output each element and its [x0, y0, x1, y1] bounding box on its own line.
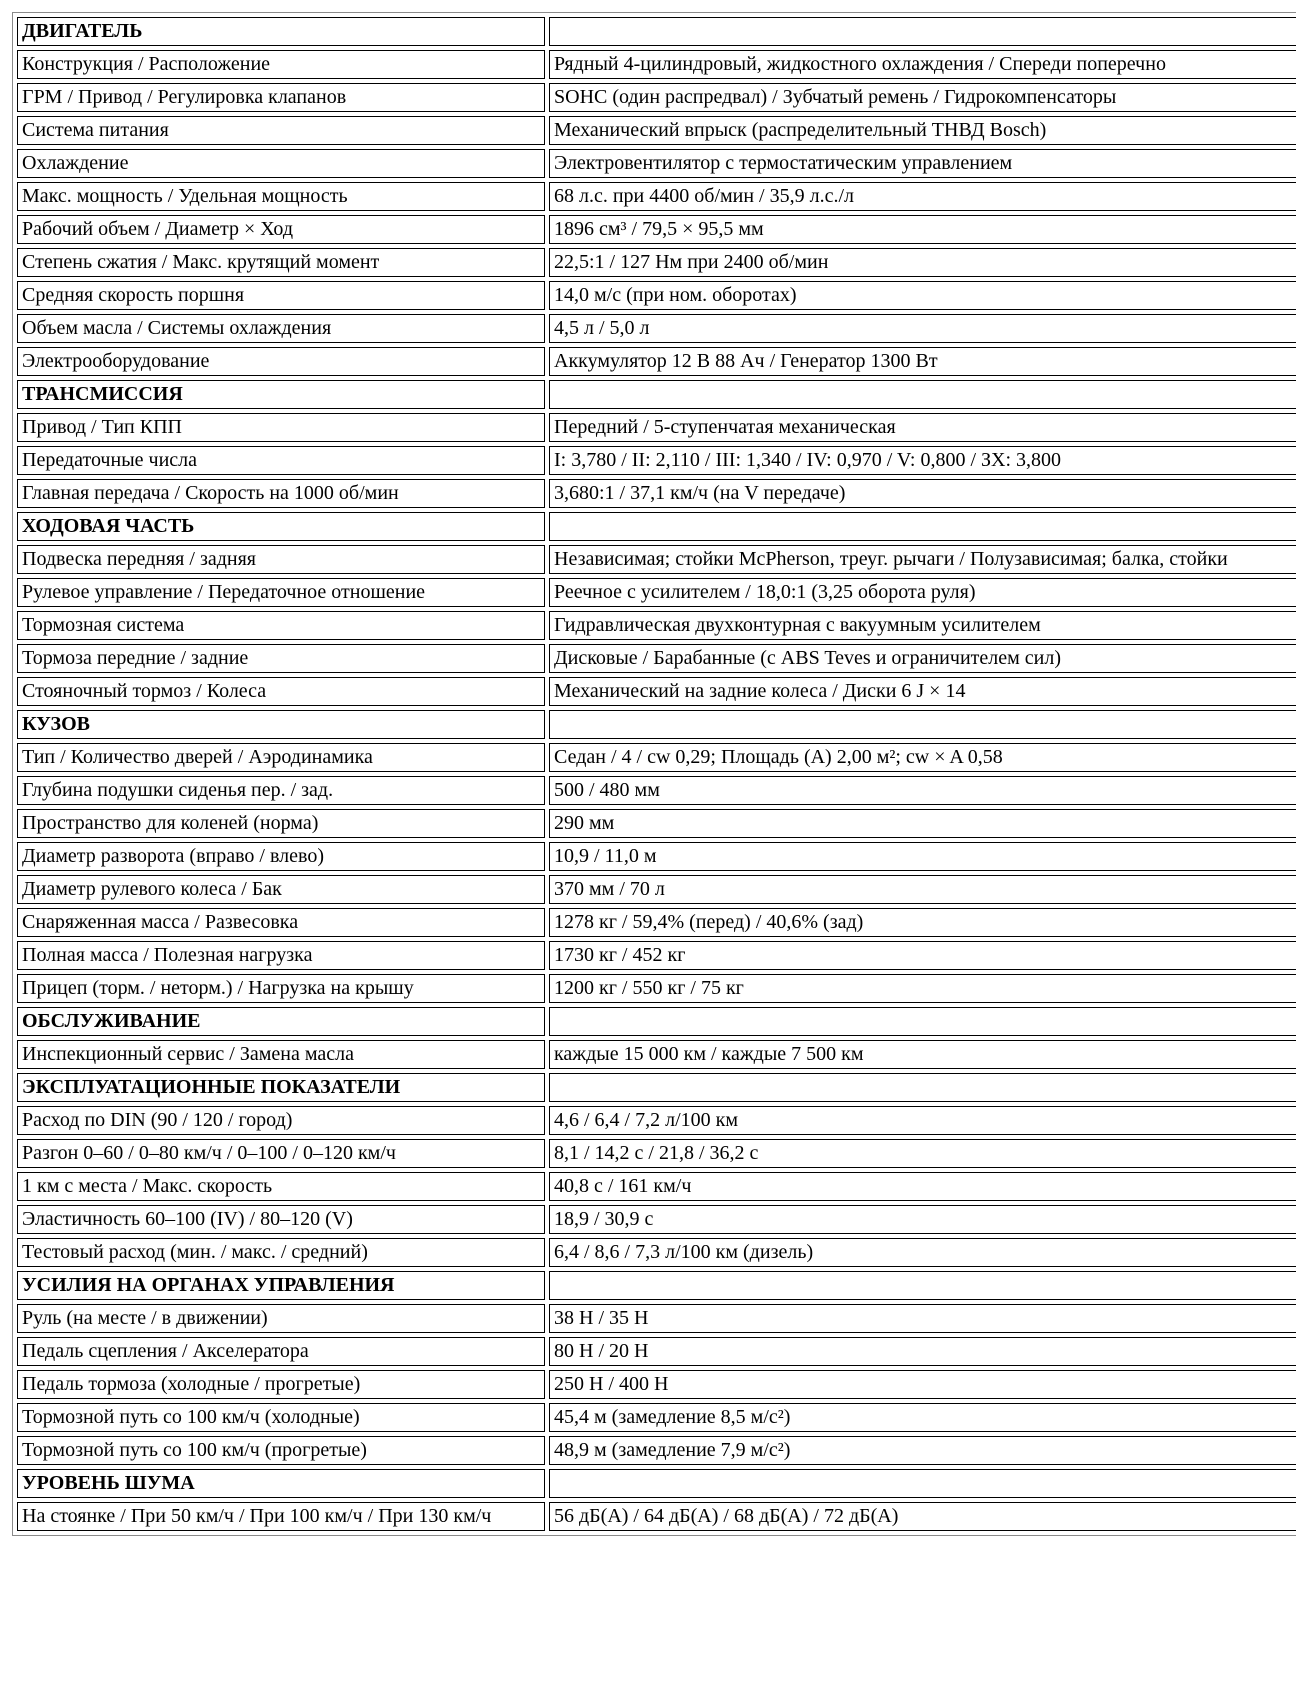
spec-row [17, 578, 1296, 607]
spec-row [17, 611, 1296, 640]
section-title: КУЗОВ [17, 710, 545, 739]
spec-row [17, 908, 1296, 937]
spec-row [17, 842, 1296, 871]
spec-value: 80 Н / 20 Н [549, 1337, 1296, 1366]
spec-value: 1896 см³ / 79,5 × 95,5 мм [549, 215, 1296, 244]
spec-label: Тормозной путь со 100 км/ч (холодные) [17, 1403, 545, 1432]
spec-value: 22,5:1 / 127 Нм при 2400 об/мин [549, 248, 1296, 277]
spec-value: SOHC (один распредвал) / Зубчатый ремень / Гидрокомпенсаторы [549, 83, 1296, 112]
spec-value: 4,5 л / 5,0 л [549, 314, 1296, 343]
spec-label: Передаточные числа [17, 446, 545, 475]
section-header-row [17, 710, 1296, 739]
spec-label: На стоянке / При 50 км/ч / При 100 км/ч / При 130 км/ч [17, 1502, 545, 1531]
spec-value: Дисковые / Барабанные (с ABS Teves и ограничителем сил) [549, 644, 1296, 673]
spec-row [17, 50, 1296, 79]
spec-value: каждые 15 000 км / каждые 7 500 км [549, 1040, 1296, 1069]
spec-value: 500 / 480 мм [549, 776, 1296, 805]
spec-row [17, 644, 1296, 673]
spec-row [17, 1139, 1296, 1168]
spec-label: Система питания [17, 116, 545, 145]
spec-value: I: 3,780 / II: 2,110 / III: 1,340 / IV: 0,970 / V: 0,800 / ЗХ: 3,800 [549, 446, 1296, 475]
spec-value: 18,9 / 30,9 с [549, 1205, 1296, 1234]
spec-row [17, 1040, 1296, 1069]
spec-label: Объем масла / Системы охлаждения [17, 314, 545, 343]
spec-row [17, 1502, 1296, 1531]
spec-label: Эластичность 60–100 (IV) / 80–120 (V) [17, 1205, 545, 1234]
section-title: ХОДОВАЯ ЧАСТЬ [17, 512, 545, 541]
spec-value: 40,8 с / 161 км/ч [549, 1172, 1296, 1201]
spec-label: Инспекционный сервис / Замена масла [17, 1040, 545, 1069]
spec-label: Тормозной путь со 100 км/ч (прогретые) [17, 1436, 545, 1465]
spec-row [17, 116, 1296, 145]
spec-label: Подвеска передняя / задняя [17, 545, 545, 574]
spec-row [17, 875, 1296, 904]
spec-label: Привод / Тип КПП [17, 413, 545, 442]
spec-value: 10,9 / 11,0 м [549, 842, 1296, 871]
spec-value: Гидравлическая двухконтурная с вакуумным усилителем [549, 611, 1296, 640]
section-header-row [17, 1271, 1296, 1300]
spec-label: Электрооборудование [17, 347, 545, 376]
section-empty-cell [549, 512, 1296, 541]
spec-value: Механический на задние колеса / Диски 6 J × 14 [549, 677, 1296, 706]
spec-value: 68 л.с. при 4400 об/мин / 35,9 л.с./л [549, 182, 1296, 211]
spec-row [17, 677, 1296, 706]
spec-row [17, 545, 1296, 574]
spec-row [17, 1337, 1296, 1366]
spec-row [17, 1238, 1296, 1267]
spec-value: 14,0 м/с (при ном. оборотах) [549, 281, 1296, 310]
section-header-row [17, 1469, 1296, 1498]
spec-value: Аккумулятор 12 В 88 Ач / Генератор 1300 Вт [549, 347, 1296, 376]
spec-value: 370 мм / 70 л [549, 875, 1296, 904]
spec-table-body [17, 17, 1296, 1531]
spec-label: Рабочий объем / Диаметр × Ход [17, 215, 545, 244]
spec-value: 8,1 / 14,2 с / 21,8 / 36,2 с [549, 1139, 1296, 1168]
section-header-row [17, 17, 1296, 46]
spec-value: 1200 кг / 550 кг / 75 кг [549, 974, 1296, 1003]
spec-row [17, 347, 1296, 376]
spec-row [17, 941, 1296, 970]
spec-value: Передний / 5-ступенчатая механическая [549, 413, 1296, 442]
spec-row [17, 248, 1296, 277]
spec-label: Рулевое управление / Передаточное отношение [17, 578, 545, 607]
spec-row [17, 413, 1296, 442]
spec-label: Тестовый расход (мин. / макс. / средний) [17, 1238, 545, 1267]
spec-label: Конструкция / Расположение [17, 50, 545, 79]
spec-label: Тип / Количество дверей / Аэродинамика [17, 743, 545, 772]
spec-label: Степень сжатия / Макс. крутящий момент [17, 248, 545, 277]
spec-label: Разгон 0–60 / 0–80 км/ч / 0–100 / 0–120 км/ч [17, 1139, 545, 1168]
spec-label: Педаль тормоза (холодные / прогретые) [17, 1370, 545, 1399]
spec-value: 290 мм [549, 809, 1296, 838]
spec-value: Седан / 4 / cw 0,29; Площадь (A) 2,00 м²; cw × A 0,58 [549, 743, 1296, 772]
spec-row [17, 776, 1296, 805]
spec-row [17, 1172, 1296, 1201]
spec-row [17, 1370, 1296, 1399]
spec-value: 6,4 / 8,6 / 7,3 л/100 км (дизель) [549, 1238, 1296, 1267]
spec-value: 48,9 м (замедление 7,9 м/с²) [549, 1436, 1296, 1465]
spec-label: Педаль сцепления / Акселератора [17, 1337, 545, 1366]
spec-label: 1 км с места / Макс. скорость [17, 1172, 545, 1201]
spec-label: Пространство для коленей (норма) [17, 809, 545, 838]
spec-value: Независимая; стойки McPherson, треуг. рычаги / Полузависимая; балка, стойки [549, 545, 1296, 574]
section-title: УРОВЕНЬ ШУМА [17, 1469, 545, 1498]
spec-label: Макс. мощность / Удельная мощность [17, 182, 545, 211]
spec-row [17, 446, 1296, 475]
spec-value: 56 дБ(A) / 64 дБ(A) / 68 дБ(A) / 72 дБ(A) [549, 1502, 1296, 1531]
spec-label: Руль (на месте / в движении) [17, 1304, 545, 1333]
spec-row [17, 1106, 1296, 1135]
spec-label: Стояночный тормоз / Колеса [17, 677, 545, 706]
section-title: УСИЛИЯ НА ОРГАНАХ УПРАВЛЕНИЯ [17, 1271, 545, 1300]
spec-row [17, 479, 1296, 508]
spec-label: Тормозная система [17, 611, 545, 640]
section-empty-cell [549, 710, 1296, 739]
spec-value: 45,4 м (замедление 8,5 м/с²) [549, 1403, 1296, 1432]
spec-label: Диаметр рулевого колеса / Бак [17, 875, 545, 904]
section-empty-cell [549, 380, 1296, 409]
spec-row [17, 1304, 1296, 1333]
section-title: ОБСЛУЖИВАНИЕ [17, 1007, 545, 1036]
spec-row [17, 182, 1296, 211]
section-title: ДВИГАТЕЛЬ [17, 17, 545, 46]
spec-table [12, 12, 1296, 1536]
spec-value: Электровентилятор с термостатическим управлением [549, 149, 1296, 178]
spec-value: 1278 кг / 59,4% (перед) / 40,6% (зад) [549, 908, 1296, 937]
spec-label: Глубина подушки сиденья пер. / зад. [17, 776, 545, 805]
spec-row [17, 83, 1296, 112]
spec-row [17, 149, 1296, 178]
spec-row [17, 1403, 1296, 1432]
spec-value: 3,680:1 / 37,1 км/ч (на V передаче) [549, 479, 1296, 508]
spec-row [17, 1205, 1296, 1234]
spec-value: Механический впрыск (распределительный ТНВД Bosch) [549, 116, 1296, 145]
spec-label: Расход по DIN (90 / 120 / город) [17, 1106, 545, 1135]
section-header-row [17, 1007, 1296, 1036]
spec-label: Диаметр разворота (вправо / влево) [17, 842, 545, 871]
section-empty-cell [549, 1469, 1296, 1498]
section-title: ТРАНСМИССИЯ [17, 380, 545, 409]
spec-label: ГРМ / Привод / Регулировка клапанов [17, 83, 545, 112]
section-empty-cell [549, 1271, 1296, 1300]
section-empty-cell [549, 1007, 1296, 1036]
section-header-row [17, 512, 1296, 541]
spec-value: 1730 кг / 452 кг [549, 941, 1296, 970]
spec-value: Реечное с усилителем / 18,0:1 (3,25 оборота руля) [549, 578, 1296, 607]
spec-label: Главная передача / Скорость на 1000 об/мин [17, 479, 545, 508]
spec-label: Тормоза передние / задние [17, 644, 545, 673]
spec-row [17, 743, 1296, 772]
spec-label: Снаряженная масса / Развесовка [17, 908, 545, 937]
section-title: ЭКСПЛУАТАЦИОННЫЕ ПОКАЗАТЕЛИ [17, 1073, 545, 1102]
spec-label: Прицеп (торм. / неторм.) / Нагрузка на крышу [17, 974, 545, 1003]
section-empty-cell [549, 17, 1296, 46]
section-empty-cell [549, 1073, 1296, 1102]
spec-value: 250 Н / 400 Н [549, 1370, 1296, 1399]
spec-row [17, 281, 1296, 310]
spec-value: 38 Н / 35 Н [549, 1304, 1296, 1333]
spec-value: 4,6 / 6,4 / 7,2 л/100 км [549, 1106, 1296, 1135]
spec-row [17, 809, 1296, 838]
spec-label: Полная масса / Полезная нагрузка [17, 941, 545, 970]
section-header-row [17, 1073, 1296, 1102]
spec-row [17, 974, 1296, 1003]
spec-value: Рядный 4-цилиндровый, жидкостного охлаждения / Спереди поперечно [549, 50, 1296, 79]
spec-row [17, 314, 1296, 343]
spec-label: Средняя скорость поршня [17, 281, 545, 310]
spec-row [17, 1436, 1296, 1465]
spec-label: Охлаждение [17, 149, 545, 178]
spec-row [17, 215, 1296, 244]
section-header-row [17, 380, 1296, 409]
